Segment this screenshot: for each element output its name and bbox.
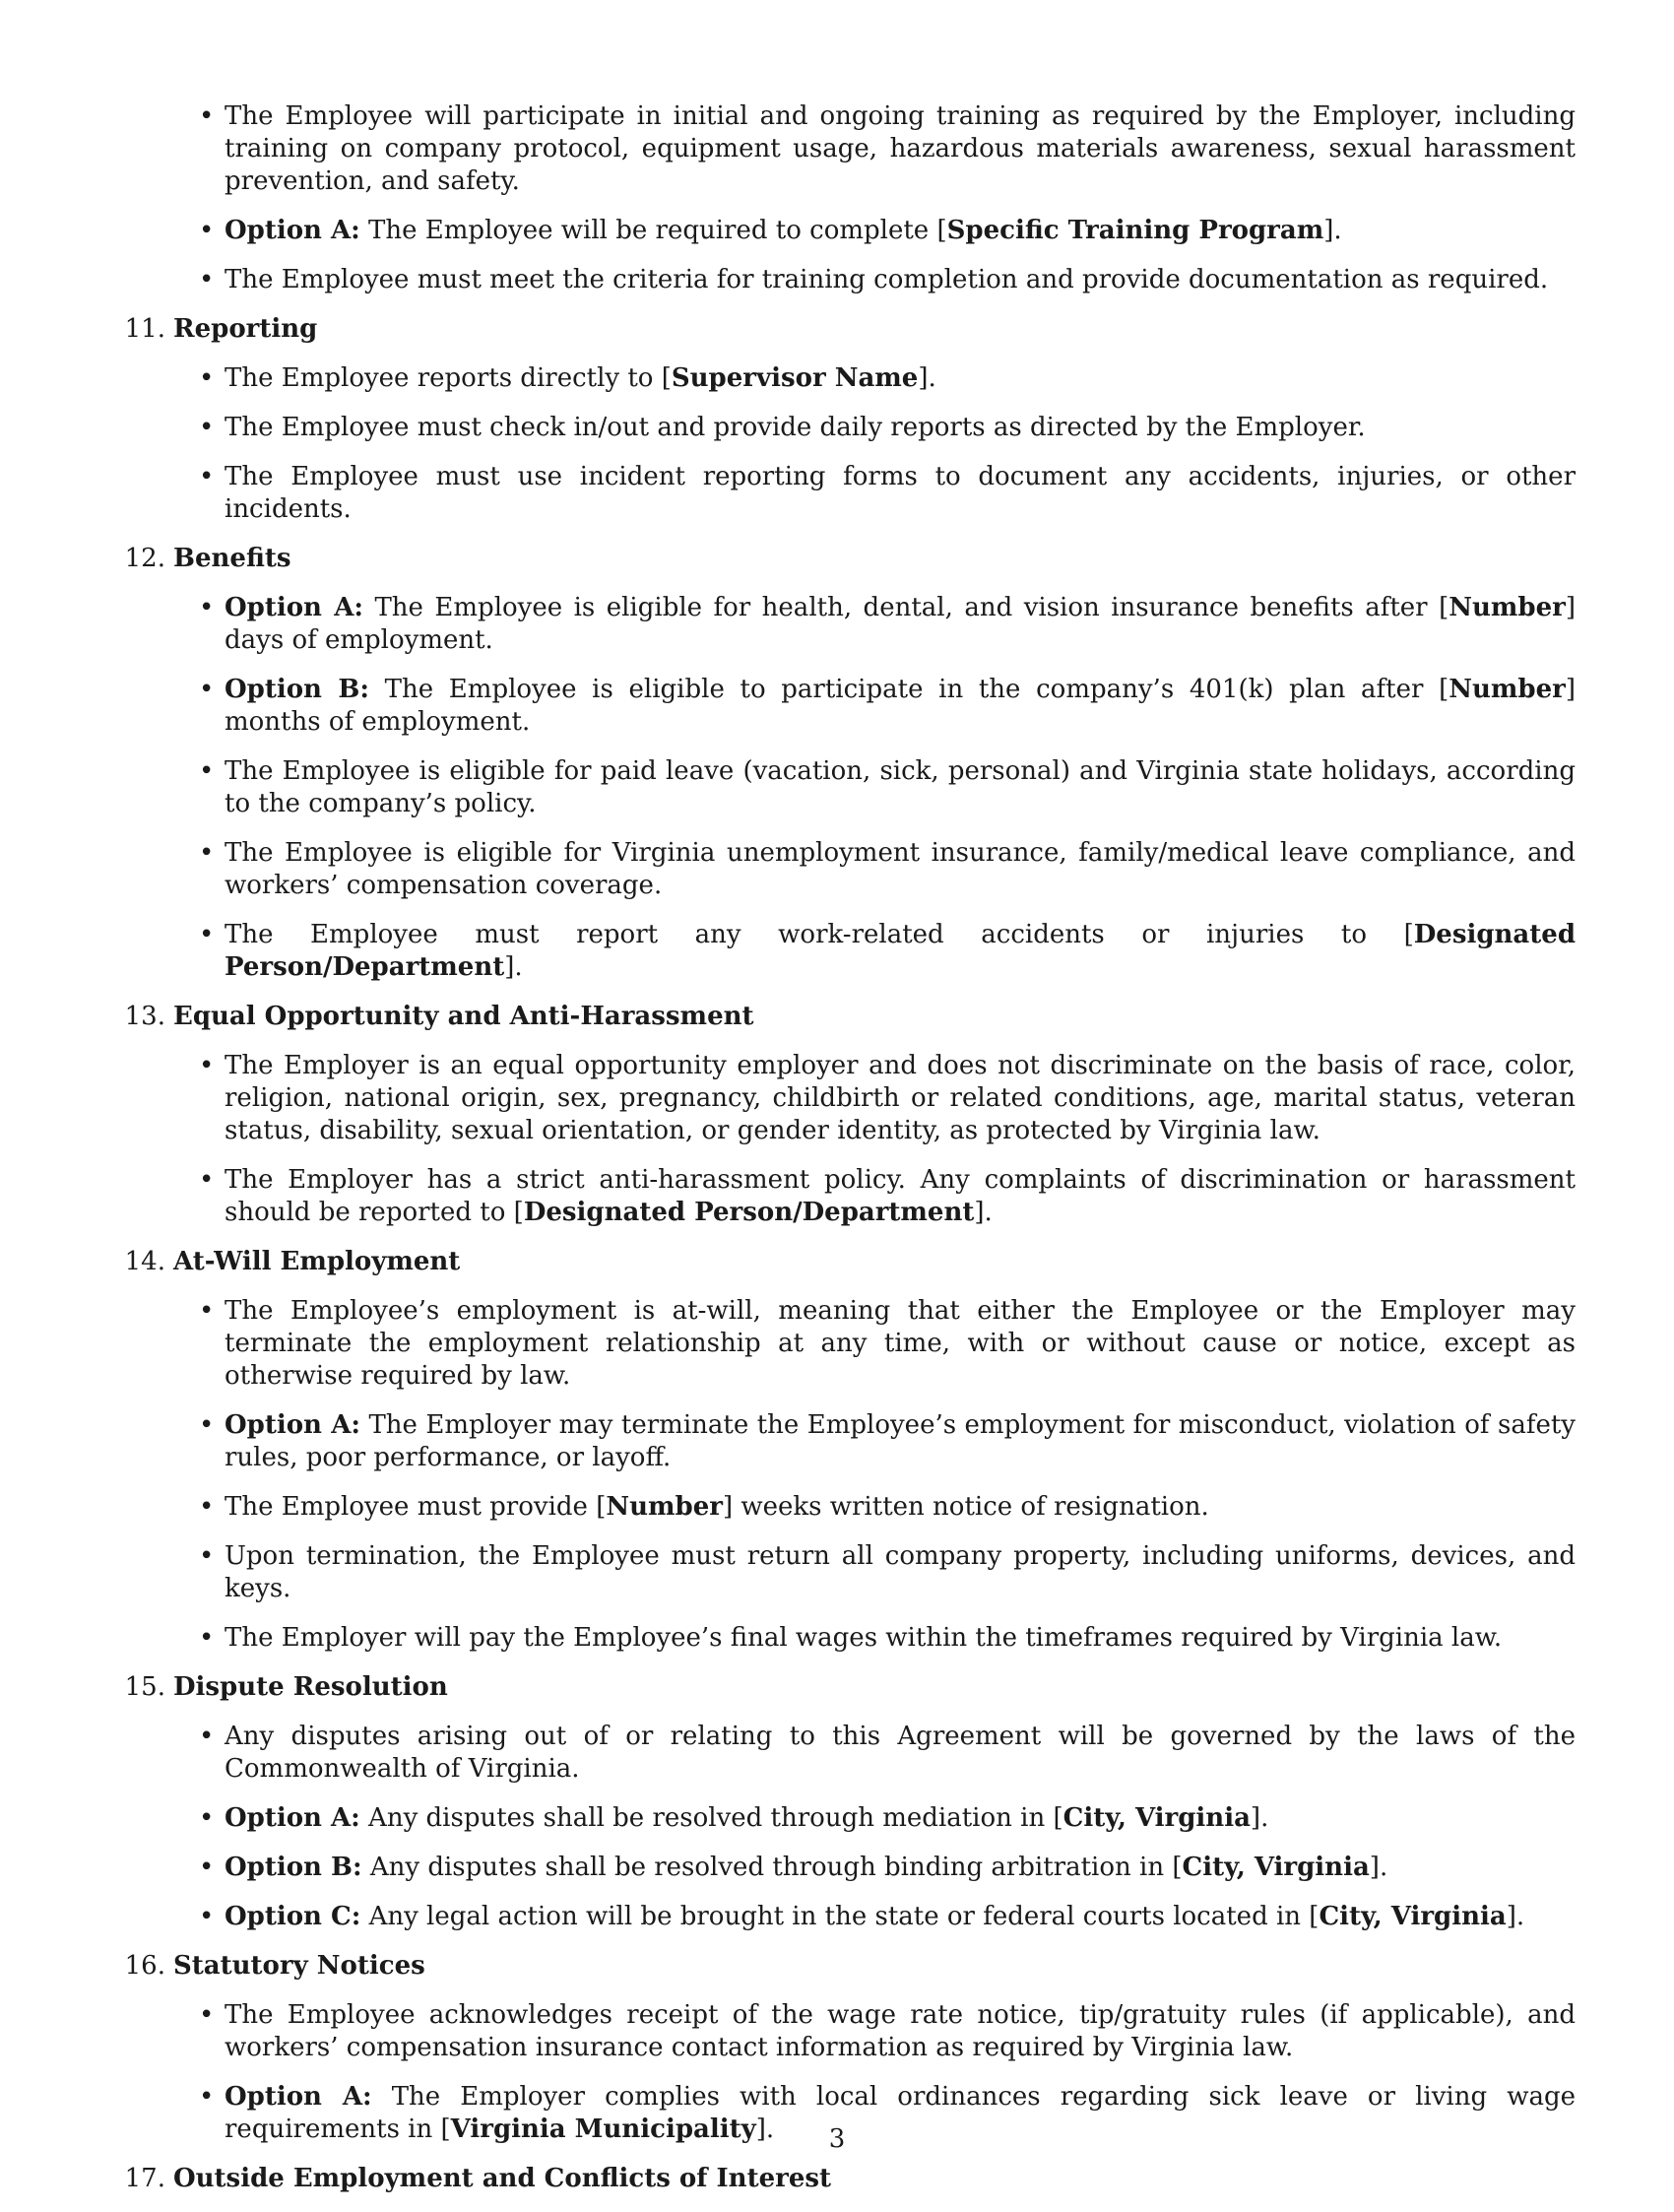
- list-item: [114, 264, 1577, 296]
- section-heading: [114, 1001, 1577, 1033]
- bullet-text: The Employee will be required to complete [: [359, 216, 947, 245]
- option-label: Option A:: [225, 1803, 360, 1833]
- section-14: [114, 1246, 1577, 1655]
- placeholder-field: Number: [1449, 593, 1566, 622]
- bullet-text: The Employee is eligible for Virginia unemployment insurance, family/medical leave compliance, and workers’ compensation coverage.: [225, 838, 1576, 900]
- option-label: Option A:: [225, 2082, 372, 2112]
- section-17: [114, 2163, 1577, 2195]
- section-title: At-Will Employment: [173, 1247, 461, 1276]
- section-title: Equal Opportunity and Anti-Harassment: [173, 1002, 754, 1031]
- list-item: [114, 1999, 1577, 2064]
- bullet-text: ].: [504, 952, 523, 982]
- placeholder-field: Number: [606, 1492, 723, 1522]
- bullet-text: The Employee will participate in initial and ongoing training as required by the Employer, including training on company protocol, equipment usage, hazardous materials awareness, sexual harassment prevention, and safety.: [225, 101, 1576, 196]
- bullet-text: ] days of employment.: [225, 593, 1576, 655]
- bullet-text: The Employee must provide [: [225, 1492, 607, 1522]
- list-item: [114, 412, 1577, 444]
- list-item: [114, 592, 1577, 657]
- list-item: [114, 1491, 1577, 1524]
- list-item: [114, 1050, 1577, 1147]
- section-heading: [114, 1246, 1577, 1278]
- list-item: [114, 1409, 1577, 1474]
- bullet-text: The Employee is eligible for paid leave (vacation, sick, personal) and Virginia state holidays, according to the company’s policy.: [225, 756, 1576, 818]
- list-item: [114, 837, 1577, 902]
- bullet-text: The Employee reports directly to [: [225, 363, 672, 393]
- section-number: 16.: [124, 1951, 165, 1981]
- section-title: Benefits: [173, 544, 291, 573]
- section-12: [114, 543, 1577, 984]
- list-item: [114, 1622, 1577, 1655]
- placeholder-field: Virginia Municipality: [450, 2114, 756, 2144]
- bullet-text: The Employer will pay the Employee’s final wages within the timeframes required by Virginia law.: [225, 1623, 1503, 1653]
- bullet-text: The Employer may terminate the Employee’s employment for misconduct, violation of safety rules, poor performance, or layoff.: [225, 1410, 1576, 1472]
- bullet-text: ].: [1369, 1853, 1388, 1882]
- bullet-text: ] weeks written notice of resignation.: [722, 1492, 1209, 1522]
- section-title: Reporting: [173, 314, 318, 344]
- section-title: Dispute Resolution: [173, 1672, 448, 1702]
- bullet-text: ] months of employment.: [225, 675, 1577, 737]
- list-item: [114, 755, 1577, 820]
- bullet-text: Any disputes shall be resolved through binding arbitration in [: [361, 1853, 1183, 1882]
- section-heading: [114, 1671, 1577, 1704]
- section-title: Outside Employment and Conflicts of Interest: [173, 2164, 832, 2193]
- section-number: 17.: [124, 2164, 165, 2193]
- bullet-text: The Employee must meet the criteria for training completion and provide documentation as required.: [225, 265, 1549, 294]
- option-label: Option C:: [225, 1902, 361, 1931]
- list-item: [114, 215, 1577, 247]
- list-item: [114, 1164, 1577, 1229]
- list-item: [114, 1802, 1577, 1835]
- list-item: [114, 1295, 1577, 1393]
- bullet-text: The Employee must check in/out and provide daily reports as directed by the Employer.: [225, 413, 1366, 442]
- continued-bullet-list: [114, 100, 1577, 296]
- list-item: [114, 1852, 1577, 1884]
- option-label: Option B:: [225, 1853, 362, 1882]
- bullet-text: Any disputes shall be resolved through mediation in [: [359, 1803, 1063, 1833]
- placeholder-field: Designated Person/Department: [225, 920, 1576, 982]
- bullet-text: Any disputes arising out of or relating to this Agreement will be governed by the laws of the Commonwealth of Virginia.: [225, 1722, 1576, 1784]
- placeholder-field: Specific Training Program: [946, 216, 1324, 245]
- bullet-text: ].: [974, 1198, 993, 1227]
- bullet-text: ].: [755, 2114, 775, 2144]
- bullet-text: The Employer complies with local ordinances regarding sick leave or living wage requirements in [: [225, 2082, 1576, 2144]
- section-number: 15.: [124, 1672, 165, 1702]
- placeholder-field: Number: [1449, 675, 1566, 704]
- list-item: [114, 1721, 1577, 1786]
- placeholder-field: Supervisor Name: [671, 363, 919, 393]
- bullet-list: [114, 362, 1577, 526]
- option-label: Option B:: [225, 675, 369, 704]
- bullet-list: [114, 1295, 1577, 1655]
- section-16: [114, 1950, 1577, 2146]
- list-item: [114, 1540, 1577, 1605]
- bullet-text: ].: [1506, 1902, 1525, 1931]
- bullet-text: The Employee must report any work-related accidents or injuries to [: [225, 920, 1414, 949]
- bullet-text: The Employee is eligible for health, dental, and vision insurance benefits after [: [363, 593, 1449, 622]
- bullet-text: ].: [1323, 216, 1342, 245]
- bullet-list: [114, 592, 1577, 984]
- section-15: [114, 1671, 1577, 1933]
- bullet-list: [114, 1050, 1577, 1229]
- section-heading: [114, 1950, 1577, 1983]
- option-label: Option A:: [225, 593, 363, 622]
- section-11: [114, 313, 1577, 526]
- section-number: 14.: [124, 1247, 165, 1276]
- list-item: [114, 674, 1577, 739]
- list-item: [114, 461, 1577, 526]
- bullet-text: The Employer is an equal opportunity employer and does not discriminate on the basis of race, color, religion, national origin, sex, pregnancy, childbirth or related conditions, age, marital status, veteran status, disability, sexual orientation, or gender identity, as protected by Virginia law.: [225, 1051, 1576, 1145]
- placeholder-field: City, Virginia: [1319, 1902, 1507, 1931]
- bullet-text: ].: [1250, 1803, 1269, 1833]
- bullet-text: The Employee acknowledges receipt of the wage rate notice, tip/gratuity rules (if applicable), and workers’ compensation insurance contact information as required by Virginia law.: [225, 2000, 1576, 2062]
- page-number: 3: [828, 2124, 846, 2154]
- bullet-text: Any legal action will be brought in the state or federal courts located in [: [360, 1902, 1320, 1931]
- bullet-text: ].: [918, 363, 936, 393]
- list-item: [114, 919, 1577, 984]
- section-number: 11.: [124, 314, 165, 344]
- list-item: [114, 362, 1577, 395]
- section-heading: [114, 543, 1577, 575]
- section-heading: [114, 2163, 1577, 2195]
- placeholder-field: Designated Person/Department: [523, 1198, 975, 1227]
- section-list: [114, 313, 1577, 2195]
- section-number: 13.: [124, 1002, 165, 1031]
- bullet-text: The Employer has a strict anti-harassment policy. Any complaints of discrimination or harassment should be reported to [: [225, 1165, 1576, 1227]
- bullet-text: The Employee’s employment is at-will, meaning that either the Employee or the Employer may terminate the employment relationship at any time, with or without cause or notice, except as otherwise required by law.: [225, 1296, 1576, 1391]
- document-body: [114, 100, 1577, 2212]
- list-item: [114, 1901, 1577, 1933]
- bullet-text: Upon termination, the Employee must return all company property, including uniforms, devices, and keys.: [225, 1541, 1576, 1603]
- bullet-text: The Employee is eligible to participate in the company’s 401(k) plan after [: [369, 675, 1449, 704]
- bullet-list: [114, 1721, 1577, 1933]
- section-title: Statutory Notices: [173, 1951, 425, 1981]
- section-number: 12.: [124, 544, 165, 573]
- option-label: Option A:: [225, 216, 360, 245]
- placeholder-field: City, Virginia: [1182, 1853, 1370, 1882]
- option-label: Option A:: [225, 1410, 360, 1440]
- list-item: [114, 100, 1577, 198]
- section-heading: [114, 313, 1577, 346]
- placeholder-field: City, Virginia: [1062, 1803, 1251, 1833]
- section-13: [114, 1001, 1577, 1229]
- bullet-text: The Employee must use incident reporting forms to document any accidents, injuries, or other incidents.: [225, 462, 1576, 524]
